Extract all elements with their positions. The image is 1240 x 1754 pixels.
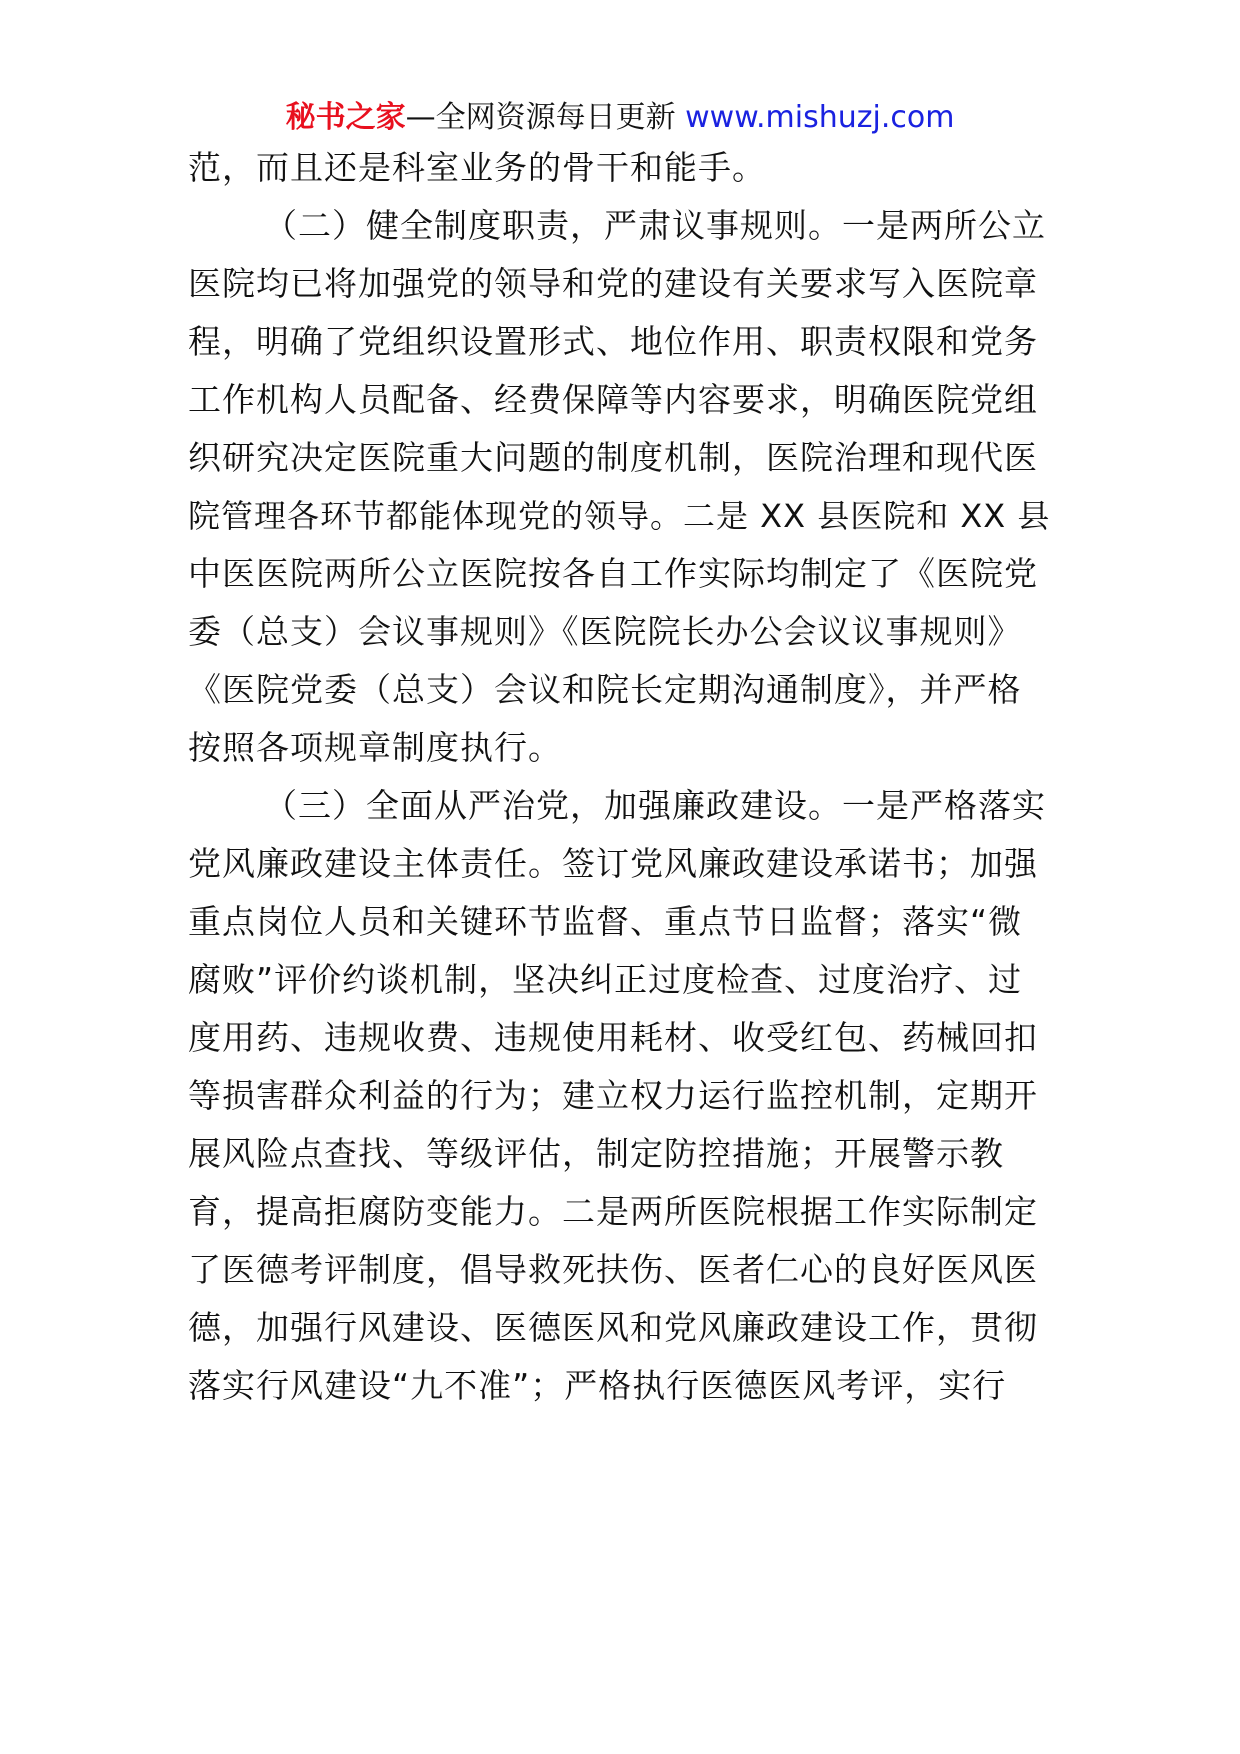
text-line: 育，提高拒腐防变能力。二是两所医院根据工作实际制定 <box>188 1192 1038 1231</box>
text-line: 落实行风建设“九不准”；严格执行医德医风考评，实行 <box>188 1366 1007 1405</box>
text-line: 织研究决定医院重大问题的制度机制，医院治理和现代医 <box>188 438 1038 477</box>
header-tagline: —全网资源每日更新 <box>405 100 686 135</box>
text-line: 《医院党委（总支）会议和院长定期沟通制度》，并严格 <box>188 670 1022 709</box>
text-line: 按照各项规章制度执行。 <box>188 728 562 767</box>
text-line: 度用药、违规收费、违规使用耗材、收受红包、药械回扣 <box>188 1018 1038 1057</box>
site-url-link[interactable]: www.mishuzj.com <box>685 100 955 135</box>
text-line: 等损害群众利益的行为；建立权力运行监控机制，定期开 <box>188 1076 1038 1115</box>
section-heading-line: （三）全面从严治党，加强廉政建设。一是严格落实 <box>264 786 1046 825</box>
text-line: 腐败”评价约谈机制，坚决纠正过度检查、过度治疗、过 <box>188 960 1023 999</box>
text-line: 医院均已将加强党的领导和党的建设有关要求写入医院章 <box>188 264 1038 303</box>
text-line: 中医医院两所公立医院按各自工作实际均制定了《医院党 <box>188 554 1038 593</box>
text-line: 展风险点查找、等级评估，制定防控措施；开展警示教 <box>188 1134 1004 1173</box>
brand-name: 秘书之家 <box>285 100 406 135</box>
text-line: 工作机构人员配备、经费保障等内容要求，明确医院党组 <box>188 380 1038 419</box>
section-heading-line: （二）健全制度职责，严肃议事规则。一是两所公立 <box>264 206 1046 245</box>
text-line: 党风廉政建设主体责任。签订党风廉政建设承诺书；加强 <box>188 844 1038 883</box>
site-header <box>0 98 1240 138</box>
text-line: 德，加强行风建设、医德医风和党风廉政建设工作，贯彻 <box>188 1308 1038 1347</box>
text-line: 委（总支）会议事规则》《医院院长办公会议议事规则》 <box>188 612 1022 651</box>
text-line: 程，明确了党组织设置形式、地位作用、职责权限和党务 <box>188 322 1038 361</box>
text-line: 了医德考评制度，倡导救死扶伤、医者仁心的良好医风医 <box>188 1250 1038 1289</box>
text-line: 院管理各环节都能体现党的领导。二是 XX 县医院和 XX 县 <box>188 497 1051 535</box>
text-line: 范，而且还是科室业务的骨干和能手。 <box>188 148 766 187</box>
text-line: 重点岗位人员和关键环节监督、重点节日监督；落实“微 <box>188 902 1023 941</box>
